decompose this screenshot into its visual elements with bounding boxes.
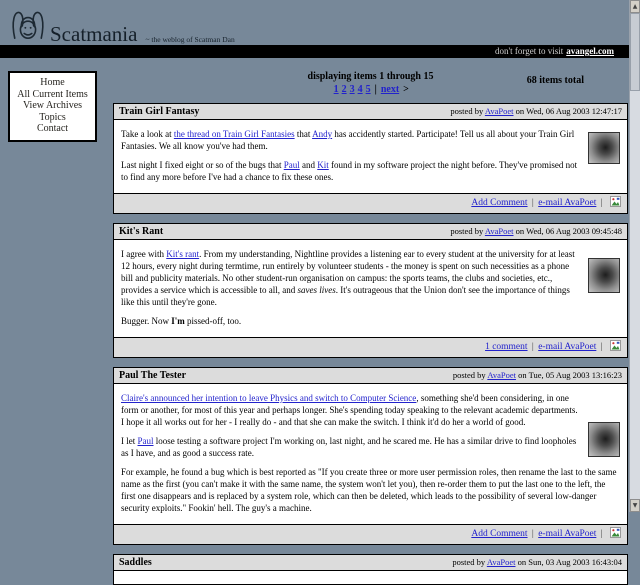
post-thumbnail-image [588,132,620,164]
post-list [113,103,628,585]
posted-by-date: on Wed, 06 Aug 2003 09:45:48 [515,226,622,236]
post-title: Kit's Rant [119,226,164,237]
post-title: Saddles [119,557,152,568]
page-link[interactable]: 2 [341,84,347,95]
post-body [114,240,627,337]
post-body [114,120,627,193]
broken-image-icon [610,527,621,542]
post-author-link[interactable]: AvaPoet [484,226,514,236]
posted-by-prefix: posted by [452,557,487,567]
sidebar-item-home[interactable]: Home [40,77,65,88]
page-link[interactable]: 1 [333,84,339,95]
post-author-link[interactable]: AvaPoet [486,557,516,567]
post-paragraph: For example, he found a bug which is best reported as "If you create three or more user permission roles, then rename the last to the same name as the first (you can't make it with the same name, the system won't let you), then re-order them to put the last one to the left, the first one disappears and is replaced by a system role, which can then be deleted, which leads to the possibility of several low-danger security exploits." Fookin' hell. The guy's a machine. [121,467,617,513]
post-footer [114,524,627,544]
scroll-down-icon[interactable]: ▼ [630,499,640,512]
site-title: Scatmania [50,22,138,46]
italic-text: saves lives [297,285,336,295]
sidebar-item-topics[interactable]: Topics [39,111,66,123]
post-paragraph: I agree with Kit's rant. From my understanding, Nightline provides a listening ear to every student at the university for at least 12 hours, every night during termtime, run entirely by volunteer students - the money is spent on such necessities as a phone bill and publicity materials. No other student-run organisation on campus: the sports teams, the clubs and societies, etc., provides a service which is accessible to all, and saves lives. It's outrageous that the Union don't see the importance of things like this until they're gone. [121,249,575,307]
post-title: Paul The Tester [119,370,187,381]
scatmania-logo-icon [9,6,47,47]
next-page-link[interactable]: next [380,84,400,95]
post-header [114,555,627,571]
displaying-items-text: displaying items 1 through 15 [307,71,434,82]
email-author-link[interactable]: e-mail AvaPoet [538,198,597,208]
items-total: 68 items total [526,75,584,86]
post-header [114,368,627,384]
post-header [114,104,627,120]
pagination: 1 2 3 4 5 | next > [333,84,409,95]
content-column [113,71,628,585]
posted-by-date: on Wed, 06 Aug 2003 12:47:17 [515,106,622,116]
post-footer [114,193,627,213]
sidebar-item-view-archives[interactable]: View Archives [22,100,83,111]
post-body [114,384,627,524]
sidebar-nav [8,71,97,142]
post [113,554,628,585]
post-header [114,224,627,240]
inline-link[interactable]: Paul [137,436,154,446]
inline-link[interactable]: Claire's announced her intention to leave Physics and switch to Computer Science [121,393,417,403]
post-thumbnail-image [588,258,620,293]
posted-by [453,370,622,380]
inline-link[interactable]: the thread on Train Girl Fantasies [173,129,295,139]
add-comment-link[interactable]: Add Comment [471,198,528,208]
inline-link[interactable]: Kit's rant [166,249,200,259]
avangel-link[interactable]: avangel.com [566,46,614,56]
broken-image-icon [610,196,621,211]
site-tagline: ~ the weblog of Scatman Dan [145,35,235,44]
promo-banner-text: don't forget to visit [495,46,564,56]
posted-by-prefix: posted by [450,226,485,236]
post [113,103,628,214]
add-comment-link[interactable]: Add Comment [471,529,528,539]
posted-by [450,106,622,116]
post-paragraph: Take a look at the thread on Train Girl Fantasies that Andy has accidently started. Participate! Tell us all about your Train Girl Fantasies. We all know you've had them. [121,129,575,151]
main-area [0,58,640,585]
comments-link[interactable]: 1 comment [485,342,528,352]
inline-link[interactable]: Kit [317,160,329,170]
post [113,367,628,545]
post-paragraph: I let Paul loose testing a software project I'm working on, last night, and he scared me. He has a similar drive to find loopholes as I have, and as good a success rate. [121,436,577,458]
scrollbar[interactable] [629,0,640,512]
site-header [0,0,640,45]
separator: | [598,198,605,208]
sidebar-item-all-current-items[interactable]: All Current Items [17,88,88,100]
posted-by-date: on Sun, 03 Aug 2003 16:43:04 [517,557,622,567]
separator: | [529,342,537,352]
page-link[interactable]: 3 [349,84,355,95]
post-author-link[interactable]: AvaPoet [487,370,516,380]
separator: | [529,198,537,208]
scroll-up-icon[interactable]: ▲ [630,0,640,13]
post-paragraph: Last night I fixed eight or so of the bugs that Paul and Kit found in my software project the night before. They've promised not to find any more before I've had a chance to fix these ones. [121,160,578,182]
list-header [113,71,628,95]
inline-link[interactable]: Paul [283,160,300,170]
separator: | [598,342,605,352]
post-body [114,571,627,584]
posted-by-prefix: posted by [452,370,488,380]
scrollbar-thumb[interactable] [630,13,640,91]
email-author-link[interactable]: e-mail AvaPoet [538,342,597,352]
post-footer [114,337,627,357]
broken-image-icon [610,340,621,355]
post-author-link[interactable]: AvaPoet [484,106,514,116]
sidebar-item-contact[interactable]: Contact [36,123,69,134]
posted-by [452,557,622,567]
post [113,223,628,358]
separator: | [598,529,605,539]
page-link[interactable]: 4 [357,84,363,95]
posted-by-prefix: posted by [450,106,485,116]
separator: | [529,529,537,539]
page-link[interactable]: 5 [365,84,371,95]
inline-link[interactable]: Andy [312,129,333,139]
post-title: Train Girl Fantasy [119,106,200,117]
email-author-link[interactable]: e-mail AvaPoet [538,529,597,539]
post-paragraph: Claire's announced her intention to leave Physics and switch to Computer Science, something she'd been considering, in one form or another, for most of this year and perhaps longer. She's spending today speaking to the relevant academic departments. I hope it all works out for her - I really do - and that she can make the switch. I think it'd do her a world of good. [121,393,578,427]
posted-by [450,226,622,236]
post-paragraph: Bugger. Now I'm pissed-off, too. [121,316,242,326]
post-thumbnail-image [588,422,620,457]
posted-by-date: on Tue, 05 Aug 2003 13:16:23 [518,370,622,380]
bold-text: I'm [171,316,185,326]
